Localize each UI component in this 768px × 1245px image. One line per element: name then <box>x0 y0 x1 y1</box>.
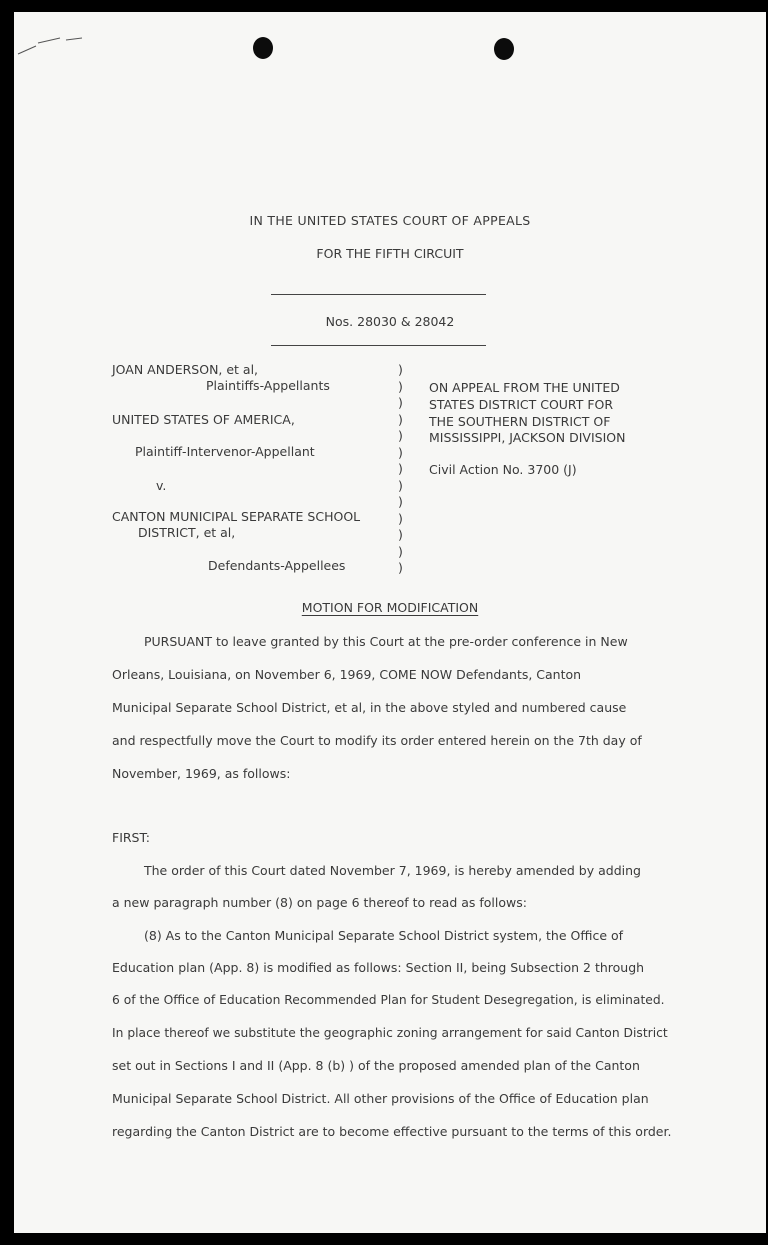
appeal-line-4: MISSISSIPPI, JACKSON DIVISION <box>429 430 626 445</box>
party-3-name-line-1: CANTON MUNICIPAL SEPARATE SCHOOL <box>112 509 361 524</box>
party-2-name: UNITED STATES OF AMERICA, <box>112 412 295 427</box>
pencil-mark <box>14 30 94 60</box>
case-numbers: Nos. 28030 & 28042 <box>325 314 455 329</box>
motion-title: MOTION FOR MODIFICATION <box>301 600 479 615</box>
intro-line-1: PURSUANT to leave granted by this Court at the pre-order conference in New <box>144 634 628 649</box>
party-1-role: Plaintiffs-Appellants <box>206 378 330 393</box>
para8-line-4: In place thereof we substitute the geographic zoning arrangement for said Canton District <box>112 1026 668 1040</box>
first-line-1: The order of this Court dated November 7, 1969, is hereby amended by adding <box>144 863 641 878</box>
intro-line-4: and respectfully move the Court to modify its order entered herein on the 7th day of <box>112 733 642 748</box>
first-line-2: a new paragraph number (8) on page 6 thereof to read as follows: <box>112 895 527 910</box>
court-name: IN THE UNITED STATES COURT OF APPEALS <box>249 213 531 228</box>
intro-line-5: November, 1969, as follows: <box>112 766 291 781</box>
party-3-name-line-2: DISTRICT, et al, <box>138 525 236 540</box>
appeal-line-1: ON APPEAL FROM THE UNITED <box>429 380 620 395</box>
para8-line-5: set out in Sections I and II (App. 8 (b) ) of the proposed amended plan of the Canton <box>112 1058 640 1073</box>
circuit-name: FOR THE FIFTH CIRCUIT <box>316 246 464 261</box>
appeal-line-2: STATES DISTRICT COURT FOR <box>429 397 614 412</box>
party-2-role: Plaintiff-Intervenor-Appellant <box>135 444 315 459</box>
first-heading: FIRST: <box>112 830 150 845</box>
punch-hole-left <box>253 37 273 59</box>
party-3-role: Defendants-Appellees <box>208 558 346 573</box>
intro-line-2: Orleans, Louisiana, on November 6, 1969, COME NOW Defendants, Canton <box>112 667 582 682</box>
para8-line-3: 6 of the Office of Education Recommended Plan for Student Desegregation, is eliminated. <box>112 993 665 1007</box>
header-rule-top <box>271 294 486 295</box>
versus: v. <box>156 478 167 493</box>
intro-line-3: Municipal Separate School District, et al, in the above styled and numbered cause <box>112 700 627 715</box>
punch-hole-right <box>494 38 514 60</box>
para8-line-6: Municipal Separate School District. All other provisions of the Office of Education plan <box>112 1091 649 1106</box>
para8-line-7: regarding the Canton District are to become effective pursuant to the terms of this order. <box>112 1124 672 1139</box>
para8-line-2: Education plan (App. 8) is modified as follows: Section II, being Subsection 2 through <box>112 960 645 975</box>
document-page <box>14 12 766 1233</box>
party-1-name: JOAN ANDERSON, et al, <box>112 362 259 377</box>
caption-parentheses: ) ) ) ) ) ) ) ) ) ) ) ) ) <box>398 362 403 575</box>
civil-action-number: Civil Action No. 3700 (J) <box>429 462 577 477</box>
para8-line-1: (8) As to the Canton Municipal Separate School District system, the Office of <box>144 928 624 943</box>
appeal-line-3: THE SOUTHERN DISTRICT OF <box>429 414 611 429</box>
header-rule-bottom <box>271 345 486 346</box>
